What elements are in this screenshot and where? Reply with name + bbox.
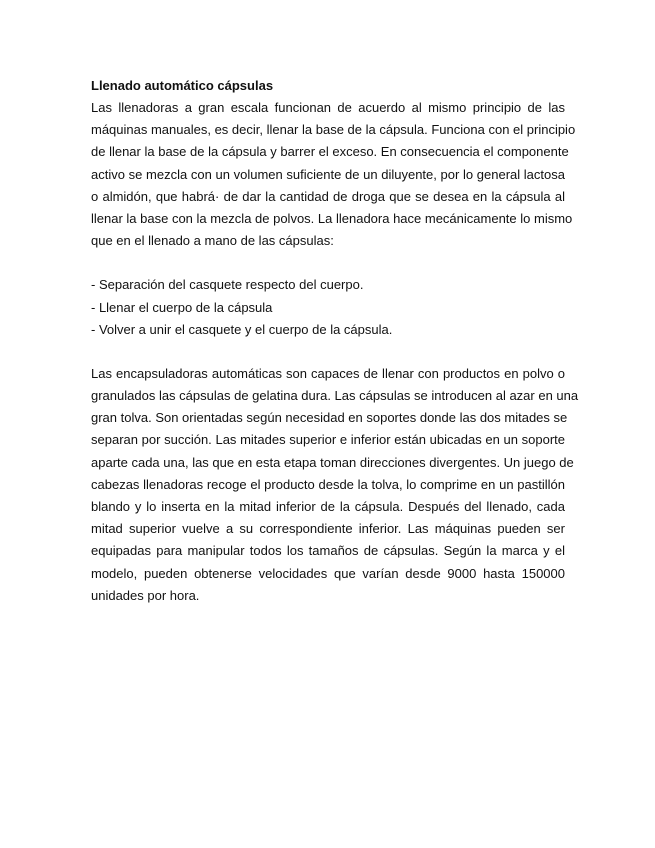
paragraph-line: que en el llenado a mano de las cápsulas: bbox=[91, 233, 334, 249]
section-heading: Llenado automático cápsulas bbox=[91, 78, 274, 93]
paragraph-2 bbox=[91, 363, 579, 607]
paragraph-line: modelo, pueden obtenerse velocidades que varían desde 9000 hasta 150000 bbox=[91, 565, 565, 581]
document-page bbox=[91, 75, 579, 607]
bullet-item: - Llenar el cuerpo de la cápsula bbox=[91, 299, 273, 315]
paragraph-line: gran tolva. Son orientadas según necesidad en soportes donde las dos mitades se bbox=[91, 410, 568, 426]
bullet-item: - Volver a unir el casquete y el cuerpo de la cápsula. bbox=[91, 321, 393, 337]
paragraph-line: equipadas para manipular todos los tamaños de cápsulas. Según la marca y el bbox=[91, 543, 565, 559]
bullet-list bbox=[91, 274, 565, 341]
paragraph-line: cabezas llenadoras recoge el producto desde la tolva, lo comprime en un pastillón bbox=[91, 476, 565, 492]
paragraph-line: o almidón, que habrá· de dar la cantidad de droga que se desea en la cápsula al bbox=[91, 188, 565, 204]
paragraph-line: Las encapsuladoras automáticas son capaces de llenar con productos en polvo o bbox=[91, 365, 565, 381]
paragraph-line: separan por succión. Las mitades superior e inferior están ubicadas en un soporte bbox=[91, 432, 565, 448]
paragraph-line: granulados las cápsulas de gelatina dura. Las cápsulas se introducen al azar en una bbox=[91, 388, 579, 404]
paragraph-line: activo se mezcla con un volumen suficiente de un diluyente, por lo general lactosa bbox=[91, 166, 565, 182]
paragraph-line: unidades por hora. bbox=[91, 587, 200, 603]
paragraph-spacer bbox=[91, 341, 565, 363]
paragraph-line: blando y lo inserta en la mitad inferior de la cápsula. Después del llenado, cada bbox=[91, 499, 565, 514]
paragraph-line: de llenar la base de la cápsula y barrer el exceso. En consecuencia el componente bbox=[91, 144, 569, 160]
paragraph-line: llenar la base con la mezcla de polvos. La llenadora hace mecánicamente lo mismo bbox=[91, 210, 573, 226]
paragraph-line: aparte cada una, las que en esta etapa toman direcciones divergentes. Un juego de bbox=[91, 454, 574, 470]
paragraph-line: mitad superior vuelve a su correspondiente inferior. Las máquinas pueden ser bbox=[91, 521, 565, 537]
paragraph-1 bbox=[91, 97, 576, 252]
bullet-item: - Separación del casquete respecto del cuerpo. bbox=[91, 277, 364, 293]
paragraph-spacer bbox=[91, 252, 565, 274]
paragraph-line: Las llenadoras a gran escala funcionan de acuerdo al mismo principio de las bbox=[91, 100, 565, 115]
paragraph-line: máquinas manuales, es decir, llenar la base de la cápsula. Funciona con el principio bbox=[91, 122, 576, 138]
